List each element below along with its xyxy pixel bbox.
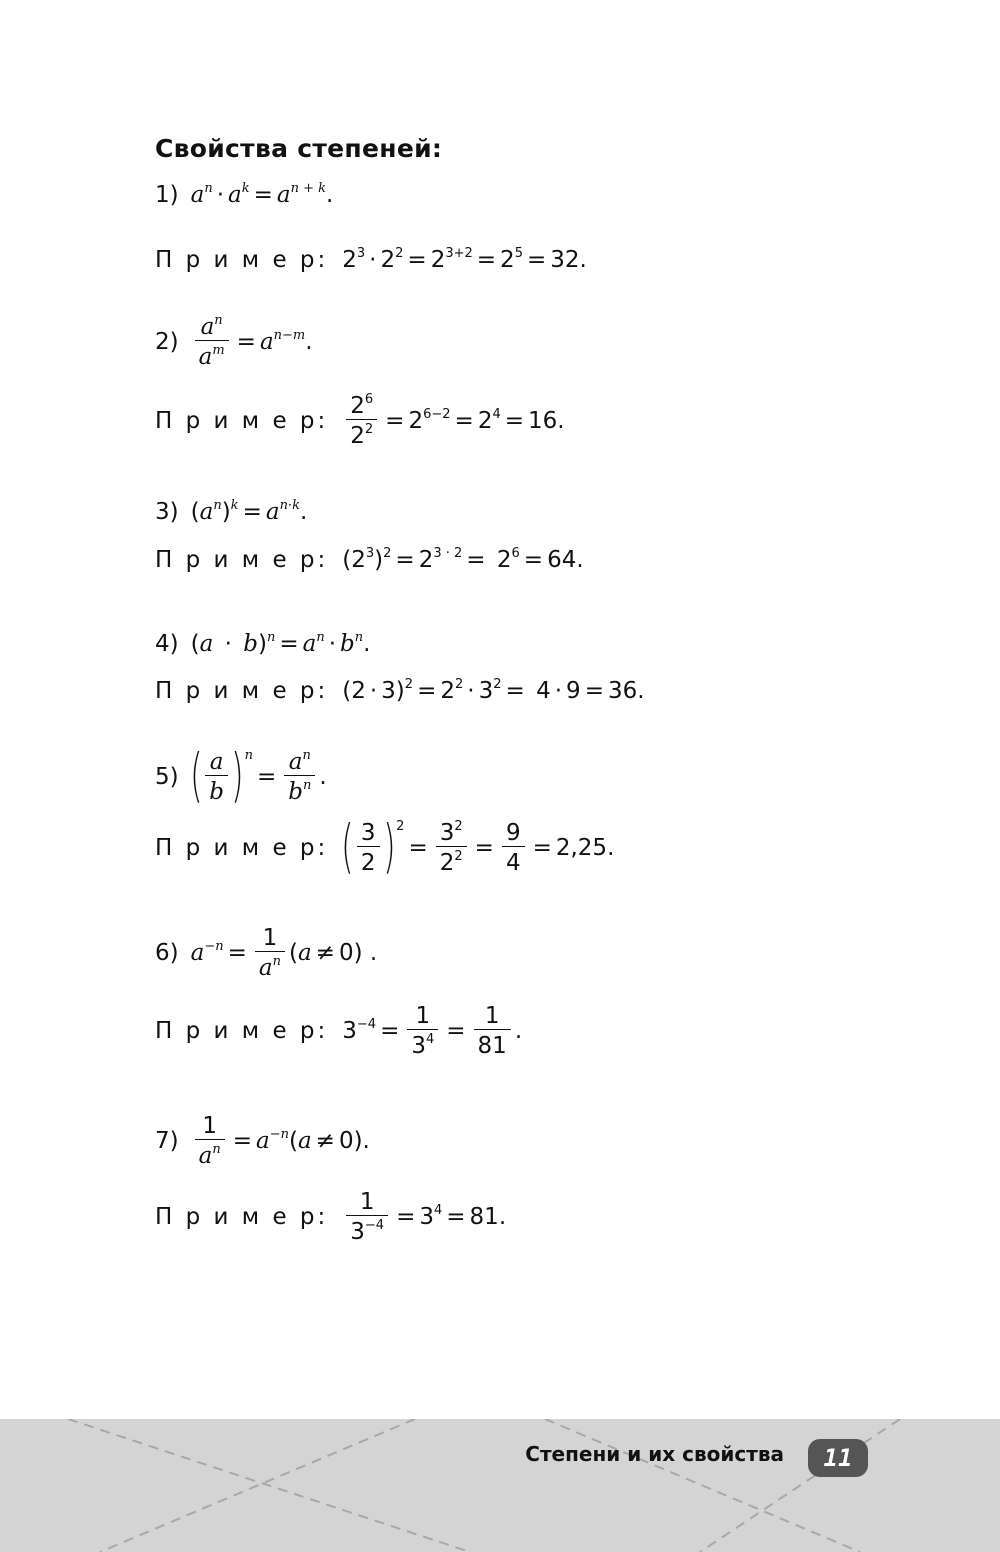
property-4 xyxy=(155,631,370,657)
formula: $a^{-n}$ = xyxy=(190,939,247,967)
left-paren: ( xyxy=(341,812,354,880)
page-number-badge: 11 xyxy=(808,1439,868,1477)
fraction: $\frac{9}{4}$ xyxy=(502,820,525,877)
property-5: 5) ( $\frac{a}{b}$ ) n = $\frac{a^n}{b^n}$ . xyxy=(155,741,327,809)
example-formula: = $3^4 = 81$. xyxy=(396,1203,507,1231)
example-formula: = $2^{6-2} = 2^4 = 16$. xyxy=(385,407,565,435)
example-1 xyxy=(155,247,587,273)
condition: (a ≠ 0) . xyxy=(288,940,378,967)
property-1 xyxy=(155,182,333,208)
fraction: $\frac{3}{2}$ xyxy=(357,820,380,877)
fraction: $\frac{1}{3^4}$ xyxy=(407,1003,438,1060)
fraction: $\frac{2^6}{2^2}$ xyxy=(346,393,377,450)
example-label: П р и м е р: xyxy=(155,247,329,273)
formula: $(a^n)^k = a^{n\cdot k}$. xyxy=(190,498,308,525)
fraction: $\frac{1}{a^n}$ xyxy=(195,1113,225,1170)
right-paren: ) xyxy=(231,741,244,809)
page-footer xyxy=(0,1419,1000,1552)
fraction: $\frac{3^2}{2^2}$ xyxy=(436,820,467,877)
property-number: 2) xyxy=(155,329,179,356)
example-formula: $(2 \cdot 3)^2 = 2^2 \cdot 3^2 = 4 \cdot 9 = 36$. xyxy=(342,677,645,704)
example-4 xyxy=(155,678,645,704)
fraction: $\frac{1}{3^{-4}}$ xyxy=(346,1189,388,1246)
example-formula: $(2^3)^2 = 2^{3 \cdot 2} = 2^6 = 64$. xyxy=(342,546,584,573)
formula: $(a \cdot b)^n = a^n \cdot b^n$. xyxy=(190,630,371,657)
example-label: П р и м е р: xyxy=(155,547,329,573)
formula: = $a^{n-m}$. xyxy=(236,328,313,356)
property-6 xyxy=(155,925,377,982)
formula: $a^n \cdot a^k = a^{n + k}$. xyxy=(190,181,334,208)
example-result: = 2,25. xyxy=(532,835,615,861)
left-paren: ( xyxy=(189,741,203,809)
formula: = $a^{-n}(a \ne 0)$. xyxy=(232,1127,370,1155)
example-7 xyxy=(155,1189,506,1246)
example-formula: $3^{-4}$ = xyxy=(342,1017,400,1045)
exponent: 2 xyxy=(396,818,405,834)
footer-section-title: Степени и их свойства xyxy=(525,1442,784,1466)
property-number: 6) xyxy=(155,940,179,967)
example-label: П р и м е р: xyxy=(155,678,329,704)
property-3 xyxy=(155,499,307,525)
fraction: $\frac{1}{a^n}$ xyxy=(255,925,285,982)
example-3 xyxy=(155,547,584,573)
example-label: П р и м е р: xyxy=(155,1018,329,1045)
example-label: П р и м е р: xyxy=(155,1204,329,1231)
exponent: n xyxy=(244,747,253,763)
fraction: $\frac{a}{b}$ xyxy=(205,749,228,806)
property-2 xyxy=(155,314,313,371)
property-number: 7) xyxy=(155,1128,179,1155)
example-6: П р и м е р: $3^{-4}$ = $\frac{1}{3^4}$ = $\frac{1}{81}$ . xyxy=(155,1003,523,1060)
property-number: 1) xyxy=(155,182,179,208)
property-number: 3) xyxy=(155,499,179,525)
example-formula: $2^3 \cdot 2^2 = 2^{3+2} = 2^5 = 32$. xyxy=(342,246,587,273)
example-5: П р и м е р: ( $\frac{3}{2}$ ) 2 = $\frac{3^2}{2^2}$ = $\frac{9}{4}$ = 2,25. xyxy=(155,812,615,880)
fraction: $\frac{a^n}{b^n}$ xyxy=(284,749,315,806)
example-label: П р и м е р: xyxy=(155,408,329,435)
example-2 xyxy=(155,393,565,450)
fraction: $\frac{1}{81}$ xyxy=(474,1003,511,1060)
property-7 xyxy=(155,1113,370,1170)
fraction: $\frac{a^n}{a^m}$ xyxy=(195,314,229,371)
property-number: 4) xyxy=(155,631,179,657)
example-label: П р и м е р: xyxy=(155,835,329,861)
section-heading: Свойства степеней: xyxy=(155,134,443,163)
property-number: 5) xyxy=(155,764,179,790)
right-paren: ) xyxy=(382,812,396,880)
